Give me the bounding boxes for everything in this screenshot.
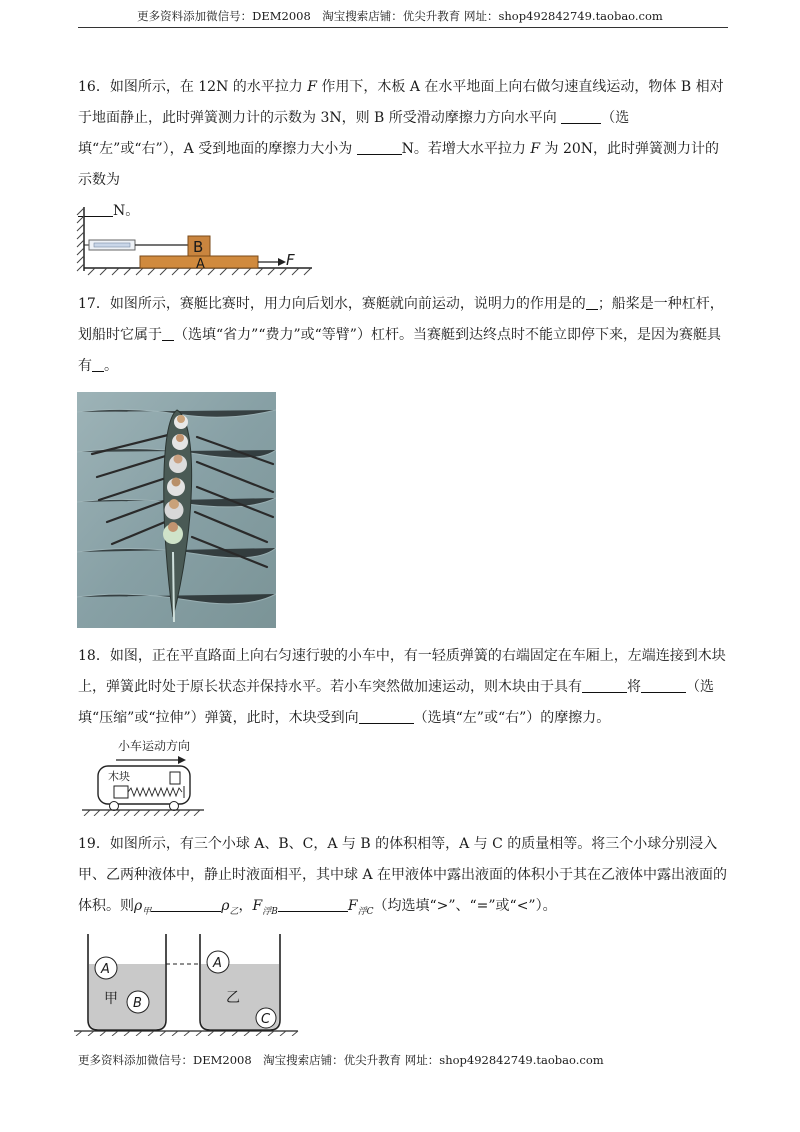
q17-text-4: 。 <box>104 358 118 374</box>
q19-rho-jia: $\rho_甲$ <box>134 898 152 917</box>
q19-text-1: 19．如图所示，有三个小球 A、B、C，A 与 B 的体积相等，A 与 C 的质量相等。将三个小球分别浸入甲、乙两种液体中，静止时液面相平，其中球 A 在甲液体中露出液面的体积小于其在乙液体中露出液面的体积。则 <box>78 836 728 914</box>
q16-text-6: N。 <box>113 203 140 219</box>
q17-blank-3[interactable] <box>92 357 104 372</box>
q19-liquid-yi: 乙 <box>226 990 240 1006</box>
q19-liquid-jia: 甲 <box>104 991 118 1007</box>
page-header: 更多资料添加微信号：DEM2008 淘宝搜索店铺：优尖升教育 网址：shop492842749.taobao.com <box>137 9 663 23</box>
q19-rho-yi: $\rho_乙$ <box>221 898 239 917</box>
q17-text-3: （选填“省力”“费力”或“等臂”）杠杆。当赛艇到达终点时不能立即停下来，是因为赛艇具有 <box>78 327 721 374</box>
q16-label-a: A <box>196 257 205 272</box>
q18-text-2: 将 <box>627 679 641 695</box>
q16-figure <box>76 205 316 277</box>
q18-block-label: 木块 <box>108 770 130 783</box>
q16-text-3: （选填“左”或“右”），A 受到地面的摩擦力大小为 <box>78 110 630 157</box>
q19-text-end: （均选填“>”、“=”或“<”）。 <box>373 898 557 914</box>
q18-text-3: （选填“压缩”或“拉伸”）弹簧，此时，木块受到向 <box>78 679 714 726</box>
question-17 <box>78 289 728 382</box>
q16-text-1: 16．如图所示，在 12N 的水平拉力 <box>78 79 308 95</box>
q18-blank-1[interactable] <box>582 678 627 693</box>
q19-f-c: $F_{浮C}$ <box>347 898 374 917</box>
q18-blank-3[interactable] <box>359 709 414 724</box>
rowing-boat-photo <box>77 392 276 628</box>
q19-ball-c: C <box>261 1012 271 1027</box>
q16-text-2: 作用下，木板 A 在水平地面上向右做匀速直线运动，物体 B 相对于地面静止，此时弹簧测力计的示数为 3N，则 B 所受滑动摩擦力方向水平向 <box>78 79 724 126</box>
q19-ball-a-yi: A <box>213 956 222 971</box>
q16-text-5: 为 20N，此时弹簧测力计的示数为 <box>78 141 720 188</box>
q18-text-4: （选填“左”或“右”）的摩擦力。 <box>413 710 611 726</box>
header-divider <box>78 27 728 28</box>
q19-figure <box>74 930 300 1036</box>
q18-figure <box>80 738 210 816</box>
q18-blank-2[interactable] <box>641 678 686 693</box>
q16-text-4: N。若增大水平拉力 <box>401 141 531 157</box>
question-16 <box>78 72 728 227</box>
q16-var-f: F <box>307 79 317 95</box>
q19-blank-2[interactable] <box>278 897 348 912</box>
q16-blank-2[interactable] <box>357 140 402 155</box>
q16-label-b: B <box>193 238 204 256</box>
q17-blank-1[interactable] <box>586 295 598 310</box>
q18-text-1: 18．如图，正在平直路面上向右匀速行驶的小车中，有一轻质弹簧的右端固定在车厢上，左端连接到木块上，弹簧此时处于原长状态并保持水平。若小车突然做加速运动，则木块由于具有 <box>78 648 726 695</box>
q16-blank-1[interactable] <box>561 109 601 124</box>
question-19 <box>78 829 728 928</box>
q17-text-1: 17．如图所示，赛艇比赛时，用力向后划水，赛艇就向前运动，说明力的作用是的 <box>78 296 586 312</box>
q19-ball-b: B <box>133 996 142 1011</box>
q16-var-f-2: F <box>530 141 541 157</box>
q19-f-b: $F_{浮B}$ <box>252 898 278 917</box>
q17-text-2: ；船桨是一种杠杆，划船时它属于 <box>78 296 724 343</box>
page-footer: 更多资料添加微信号：DEM2008 淘宝搜索店铺：优尖升教育 网址：shop492842749.taobao.com <box>78 1053 604 1067</box>
q19-comma: ， <box>238 898 253 914</box>
question-18 <box>78 641 728 734</box>
q17-blank-2[interactable] <box>162 326 174 341</box>
q19-ball-a-jia: A <box>101 962 110 977</box>
q19-blank-1[interactable] <box>151 897 221 912</box>
q16-label-f: F <box>286 251 295 269</box>
q18-direction-label: 小车运动方向 <box>118 739 191 753</box>
